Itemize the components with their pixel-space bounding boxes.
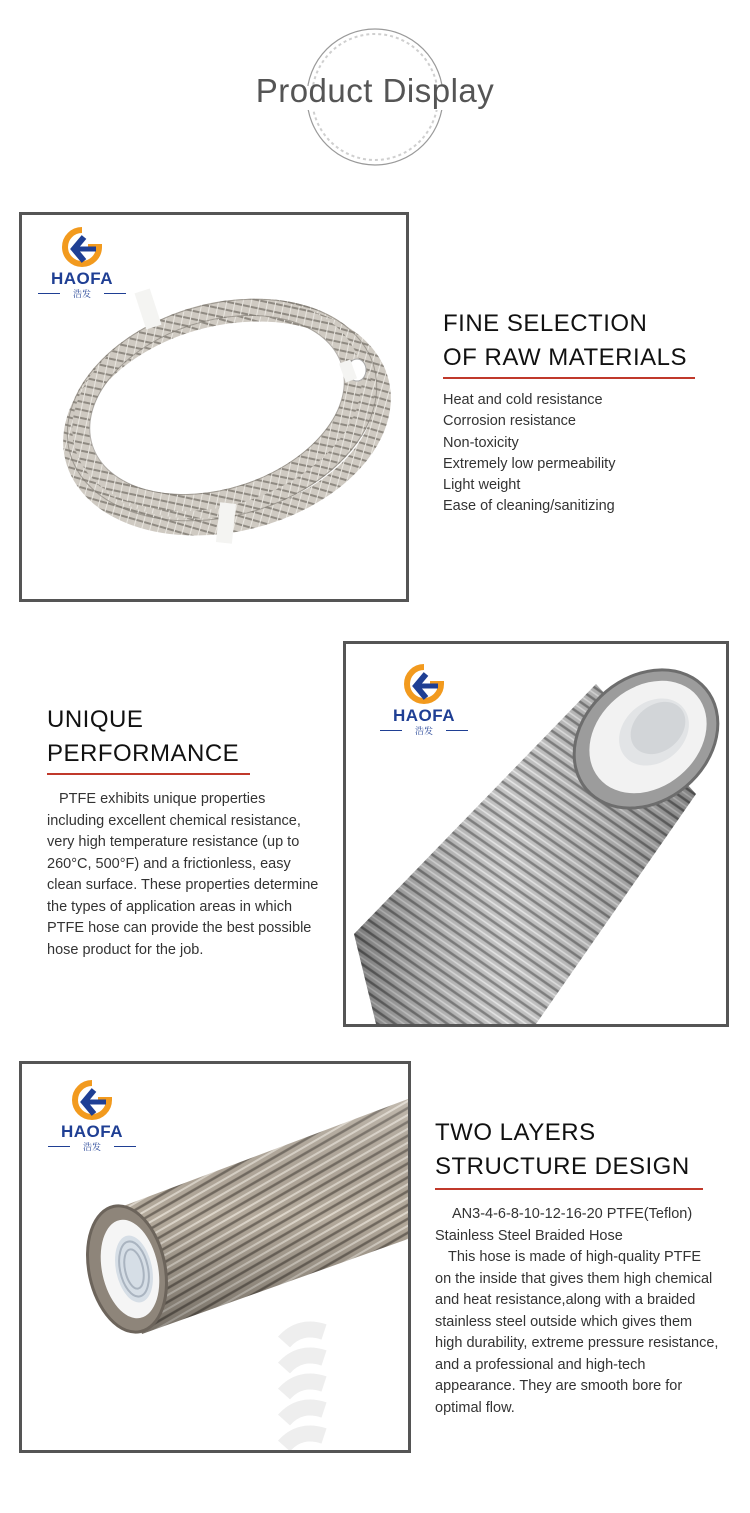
brand-logo: [32, 227, 132, 300]
list-item: Corrosion resistance: [443, 413, 576, 430]
section1-heading: FINE SELECTION OF RAW MATERIALS: [443, 310, 688, 371]
section1-underline: [443, 377, 695, 379]
haofa-logo-icon: [62, 227, 102, 267]
list-item: Extremely low permeability: [443, 455, 616, 472]
brand-chinese: 浩发: [72, 290, 91, 300]
brand-logo: [42, 1080, 142, 1153]
list-item: Non-toxicity: [443, 434, 519, 451]
haofa-logo-icon: [404, 664, 444, 704]
brand-chinese: 浩发: [414, 727, 433, 737]
section-header: [0, 0, 750, 190]
section3-description: AN3-4-6-8-10-12-16-20 PTFE(Teflon) Stainless Steel Braided Hose This hose is made of high-quality PTFE on the inside that gives them high chemical and heat resistance,along with a braided stainless steel outside which gives them high durability, extreme pressure resistance, and a professional and high-tech appearance. They are smooth bore for optimal flow.: [435, 1206, 719, 1416]
product-photo-hose-end: [343, 641, 729, 1027]
brand-name: HAOFA: [393, 706, 455, 725]
list-item: Light weight: [443, 477, 521, 494]
section2-underline: [47, 773, 250, 775]
section3-heading: TWO LAYERS STRUCTURE DESIGN: [435, 1119, 690, 1180]
brand-name: HAOFA: [51, 269, 113, 288]
product-photo-coil: [19, 212, 409, 602]
section2-heading: UNIQUE PERFORMANCE: [47, 706, 240, 767]
brand-name: HAOFA: [61, 1122, 123, 1141]
brand-chinese: 浩发: [82, 1143, 101, 1153]
list-item: Heat and cold resistance: [443, 392, 603, 408]
section3-underline: [435, 1188, 703, 1190]
page-title: Product Display: [255, 72, 495, 109]
haofa-logo-icon: [72, 1080, 112, 1120]
list-item: Ease of cleaning/sanitizing: [443, 498, 615, 515]
section2-description: PTFE exhibits unique properties including excellent chemical resistance, very high temperature resistance (up to 260°C, 500°F) and a frictionless, easy clean surface. These properties determine the types of application areas in which PTFE hose can provide the best possible hose product for the job.: [47, 791, 319, 958]
brand-logo: [374, 664, 474, 737]
feature-list: [443, 390, 615, 518]
product-photo-two-layers: [19, 1061, 411, 1453]
